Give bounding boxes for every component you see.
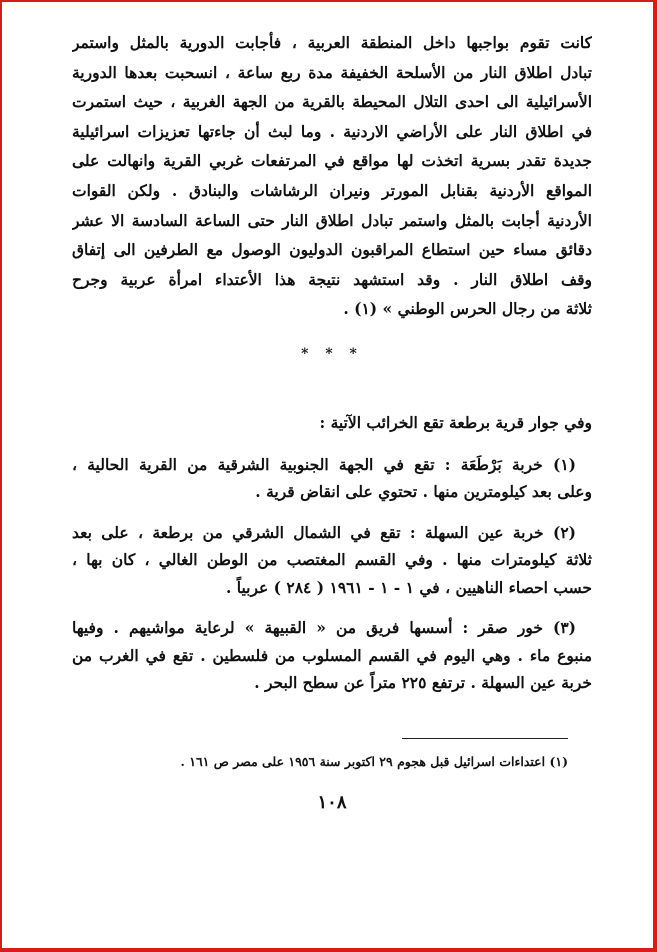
ruin-item-1: [72, 451, 592, 506]
paragraph-line: الأسرائيلية الى احدى التلال المحيطة بالقرية من الجهة الغربية ، حيث استمرت: [72, 92, 592, 112]
paragraph-line: في اطلاق النار على الأراضي الاردنية . وما لبث أن جاءتها تعزيزات اسرائيلية: [72, 121, 592, 141]
intro-line: [72, 408, 592, 438]
paragraph-line: دقائق مساء حين استطاع المراقبون الدوليون الوصول مع الطرفين الى إتفاق: [72, 240, 592, 260]
item-line: (٢) خربة عين السهلة : تقع في الشمال الشرقي من برطعة ، على بعد: [72, 522, 576, 542]
page-number: ١٠٨: [317, 792, 347, 813]
ruin-item-2: [72, 519, 592, 602]
item-line: (٣) خور صقر : أسسها فريق من « القبيهة » لرعاية مواشيهم . وفيها: [72, 618, 576, 638]
item-line: خربة عين السهلة . ترتفع ٢٢٥ متراً عن سطح البحر .: [254, 673, 592, 693]
item-line: حسب احصاء الناهيين ، في ١ - ١ - ١٩٦١ ( ٢٨٤ ) عربياً .: [225, 577, 592, 597]
paragraph-line: المواقع الأردنية بقنابل المورتر ونيران الرشاشات والبنادق . ولكن القوات: [72, 180, 592, 200]
intro-text: وفي جوار قرية برطعة تقع الخرائب الآتية :: [319, 412, 592, 432]
ruin-item-3: [72, 614, 592, 697]
footnote-divider: [402, 738, 568, 739]
paragraph-line: الأردنية أجابت بالمثل واستمر تبادل اطلاق النار حتى الساعة السادسة الا عشر: [72, 210, 592, 230]
page-body: [72, 28, 592, 697]
paragraph-line: كانت تقوم بواجبها داخل المنطقة العربية ، فأجابت الدورية بالمثل واستمر: [72, 33, 592, 52]
item-line: وعلى بعد كيلومترين منها . تحتوي على انقاض قرية .: [255, 482, 592, 502]
item-line: منبوع ماء . وهي اليوم في القسم المسلوب من فلسطين . تقع في الغرب من: [72, 645, 592, 665]
paragraph-line: ثلاثة من رجال الحرس الوطني » (١) .: [343, 299, 592, 319]
item-line: (١) خربة بَرْطَعَة : تقع في الجهة الجنوبية الشرقية من القرية الحالية ،: [72, 454, 576, 474]
item-line: ثلاثة كيلومترات منها . وفي القسم المغتصب من الوطن الغالي ، كان بها ،: [72, 550, 592, 570]
section-separator: * * *: [301, 345, 363, 362]
body-paragraph: [72, 28, 592, 324]
paragraph-line: جديدة تقدر بسرية اتخذت لها مواقع في المرتفعات غربي القرية وانهالت على: [72, 151, 592, 171]
footnote: (١) اعتداءات اسرائيل قبل هجوم ٢٩ اكتوبر سنة ١٩٥٦ على مصر ص ١٦١ .: [180, 754, 568, 769]
paragraph-line: تبادل اطلاق النار من الأسلحة الخفيفة مدة ربع ساعة ، انسحبت بعدها الدورية: [72, 62, 592, 82]
paragraph-line: وقف اطلاق النار . وقد استشهد نتيجة هذا الأعتداء امرأة عربية وجرح: [72, 269, 592, 289]
